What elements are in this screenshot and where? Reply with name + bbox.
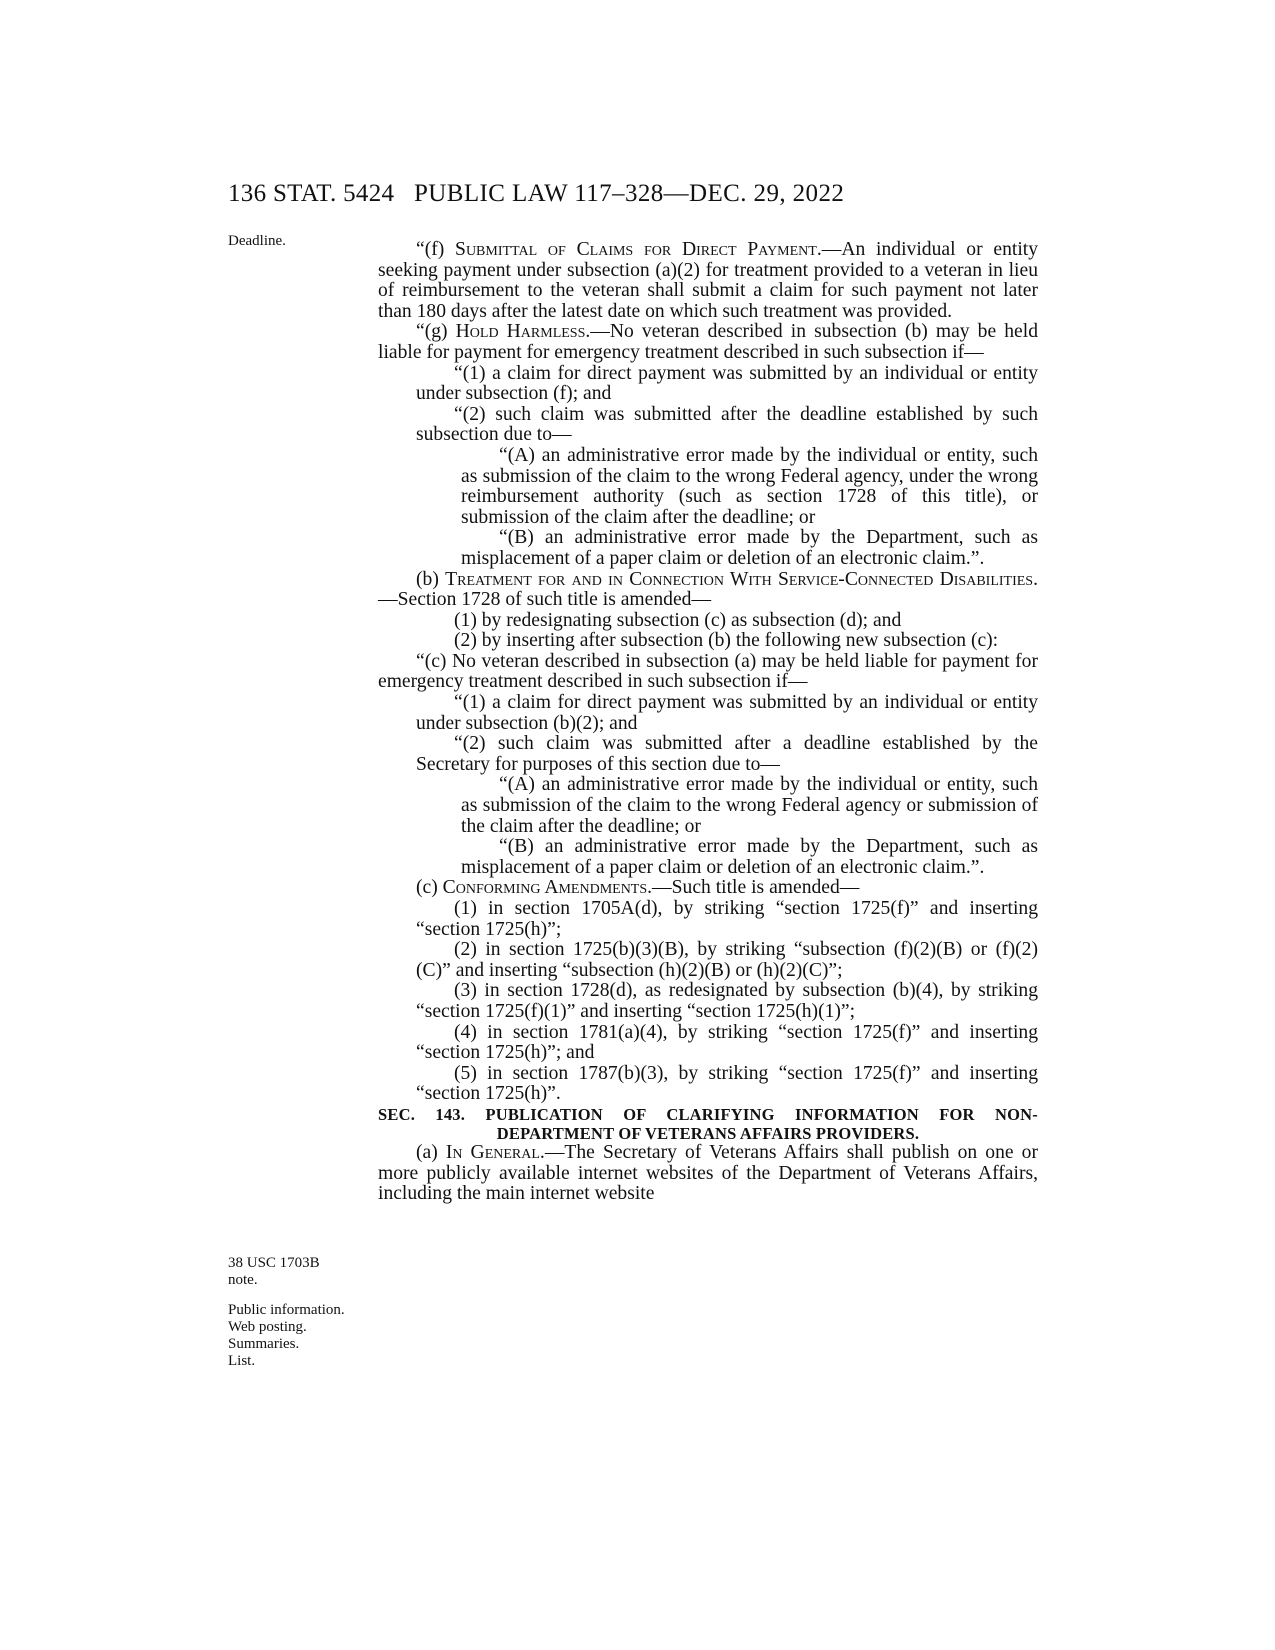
subsection-b: (b) Treatment for and in Connection With Service-Connected Disabilities.—Section 1728 of such title is amended— [378, 568, 1038, 611]
section-143-heading: SEC. 143. PUBLICATION OF CLARIFYING INFORMATION FOR NON-DEPARTMENT OF VETERANS AFFAIRS PROVIDERS. [378, 1104, 1038, 1143]
subsection-heading: Submittal of Claims for Direct Payment. [455, 239, 822, 260]
subparagraph-gB: “(B) an administrative error made by the Department, such as misplacement of a paper claim or deletion of an electronic claim.”. [461, 527, 1038, 569]
subparagraph-cA: “(A) an administrative error made by the individual or entity, such as submission of the claim to the wrong Federal agency or submission of the claim after the deadline; or [461, 774, 1038, 837]
paragraph-b1: (1) by redesignating subsection (c) as subsection (d); and [454, 609, 902, 631]
conforming-item-1: (1) in section 1705A(d), by striking “section 1725(f)” and inserting “section 1725(h)”; [416, 898, 1038, 940]
margin-note-public-info [228, 1302, 345, 1370]
paragraph-g2: “(2) such claim was submitted after the deadline established by such subsection due to— [416, 403, 1038, 446]
subsection-f: “(f) Submittal of Claims for Direct Payment.—An individual or entity seeking payment under subsection (a)(2) for treatment provided to a veteran in lieu of reimbursement to the veteran shall submit a claim for such payment not later than 180 days after the latest date on which such treatment was provided. [378, 239, 1039, 322]
subsection-heading: Hold Harmless. [455, 321, 591, 343]
public-law-title: PUBLIC LAW 117–328—DEC. 29, 2022 [414, 180, 845, 207]
margin-note-item: Public information. [228, 1302, 345, 1318]
paragraph-b2: (2) by inserting after subsection (b) the following new subsection (c): [454, 630, 999, 652]
subsection-heading: Conforming Amendments. [442, 877, 653, 899]
subsection-conforming: (c) Conforming Amendments.—Such title is amended— [416, 877, 860, 899]
margin-note-item: Summaries. [228, 1336, 300, 1352]
subsection-heading: Treatment for and in Connection With Service-Connected Disabilities. [445, 568, 1038, 590]
subsection-a: (a) In General.—The Secretary of Veterans Affairs shall publish on one or more publicly available internet websites of the Department of Veterans Affairs, including the main internet website [378, 1141, 1038, 1205]
subparagraph-cB: “(B) an administrative error made by the Department, such as misplacement of a paper claim or deletion of an electronic claim.”. [461, 836, 1038, 878]
margin-note-item: List. [228, 1353, 256, 1369]
new-subsection-c: “(c) No veteran described in subsection (a) may be held liable for payment for emergency treatment described in such subsection if— [378, 650, 1038, 693]
paragraph-c2: “(2) such claim was submitted after a deadline established by the Secretary for purposes of this section due to— [416, 733, 1038, 775]
page-header [0, 180, 1275, 220]
subsection-g: “(g) Hold Harmless.—No veteran described in subsection (b) may be held liable for payment for emergency treatment described in such subsection if— [378, 321, 1038, 363]
margin-note-usc: 38 USC 1703B note. [228, 1255, 320, 1288]
paragraph-c1: “(1) a claim for direct payment was submitted by an individual or entity under subsection (b)(2); and [416, 692, 1038, 734]
conforming-item-5: (5) in section 1787(b)(3), by striking “section 1725(f)” and inserting “section 1725(h)”. [416, 1062, 1038, 1105]
conforming-item-4: (4) in section 1781(a)(4), by striking “section 1725(f)” and inserting “section 1725(h)”; and [416, 1021, 1038, 1064]
paragraph-g1: “(1) a claim for direct payment was submitted by an individual or entity under subsection (f); and [416, 362, 1038, 405]
margin-note-deadline: Deadline. [228, 233, 286, 249]
subsection-heading: In General. [445, 1141, 545, 1163]
margin-note-item: Web posting. [228, 1319, 307, 1335]
statute-body [378, 240, 1038, 1205]
conforming-item-2: (2) in section 1725(b)(3)(B), by striking “subsection (f)(2)(B) or (f)(2)(C)” and inserting “subsection (h)(2)(B) or (h)(2)(C)”; [416, 939, 1038, 981]
conforming-item-3: (3) in section 1728(d), as redesignated by subsection (b)(4), by striking “section 1725(f)(1)” and inserting “section 1725(h)(1)”; [416, 980, 1038, 1022]
subparagraph-gA: “(A) an administrative error made by the individual or entity, such as submission of the claim to the wrong Federal agency, under the wrong reimbursement authority (such as section 1728 of this title), or submission of the claim after the deadline; or [461, 444, 1038, 528]
stat-page-number: 136 STAT. 5424 [228, 180, 395, 207]
